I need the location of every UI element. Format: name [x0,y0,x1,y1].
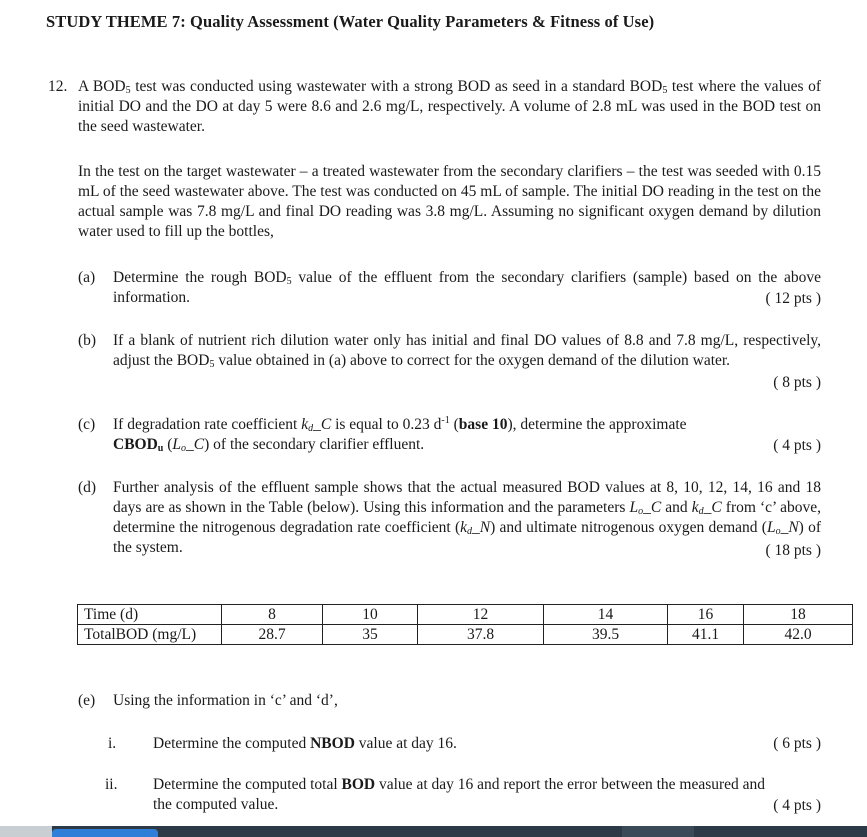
part-c-label: (c) [78,416,96,433]
part-e-i-text: Determine the computed NBOD value at day 16. [153,735,457,752]
part-c-points: ( 4 pts ) [773,437,821,454]
part-a-label: (a) [78,269,96,286]
table-row [78,605,853,625]
table-header-bod: TotalBOD (mg/L) [78,625,222,645]
question-intro-paragraph: A $BOD_5$ test was conducted using wastewater with a strong BOD as seed in a standard $BOD_5$ test where the values of initial DO and the DO at day 5 were 8.6 and 2.6 mg/L, respectively. A volume of 2.8 mL was used in the BOD test on the seed wastewater. [78,78,821,135]
part-e-ii-points: ( 4 pts ) [773,797,821,814]
part-e-label: (e) [78,692,96,709]
part-d-text: Further analysis of the effluent sample shows that the actual measured BOD values at 8, 10, 12, 14, 16 and 18 days are as shown in the Table (below). Using this information and the parameters $L_o\_C$ and $k_d\_C$ from ‘c’ above, determine the nitrogenous degradation rate coefficient $(k_d\_N)$ and ultimate nitrogenous oxygen demand $(L_o\_N)$ of the system. [113,479,821,556]
table-cell: 18 [744,605,853,625]
taskbar-segment[interactable] [622,826,694,837]
part-e-i-label: i. [108,735,117,752]
table-cell: 12 [418,605,544,625]
part-c-text: If degradation rate coefficient $k_d\_C$ is equal to 0.23 $d^{-1}$ (base 10), determine the approximate $CBOD_u$ $(L_o\_C)$ of the secondary clarifier effluent. [113,415,687,454]
part-b-label: (b) [78,332,97,349]
table-row [78,625,853,645]
question-number: 12. [48,78,68,95]
table-cell: 37.8 [418,625,544,645]
table-cell: 10 [323,605,418,625]
part-d-points: ( 18 pts ) [765,542,821,559]
table-cell: 39.5 [544,625,668,645]
table-cell: 35 [323,625,418,645]
table-cell: 14 [544,605,668,625]
part-b-points: ( 8 pts ) [773,374,821,391]
bod-data-table [77,604,853,645]
taskbar-start-area[interactable] [0,826,52,837]
taskbar [0,826,867,837]
part-b-text: If a blank of nutrient rich dilution water only has initial and final DO values of 8.8 and 7.8 mg/L, respectively, adjust the $BOD_5$ value obtained in (a) above to correct for the oxygen demand of the dilution water. [113,332,821,370]
table-header-time: Time (d) [78,605,222,625]
table-cell: 16 [668,605,744,625]
part-a-text: Determine the rough $BOD_5$ value of the effluent from the secondary clarifiers (sample) based on the above information. [113,269,821,306]
part-e-i-points: ( 6 pts ) [773,735,821,752]
table-cell: 28.7 [222,625,323,645]
part-e-ii-label: ii. [105,776,118,793]
part-d-label: (d) [78,479,97,496]
part-e-ii-text: Determine the computed total BOD value at day 16 and report the error between the measured and the computed value. [153,776,766,813]
table-cell: 41.1 [668,625,744,645]
table-cell: 42.0 [744,625,853,645]
part-e-text: Using the information in ‘c’ and ‘d’, [113,692,338,709]
taskbar-app-button[interactable] [52,829,158,837]
table-cell: 8 [222,605,323,625]
study-theme-title: STUDY THEME 7: Quality Assessment (Water Quality Parameters & Fitness of Use) [46,12,655,31]
target-wastewater-paragraph: In the test on the target wastewater – a treated wastewater from the secondary clarifiers – the test was seeded with 0.15 mL of the seed wastewater above. The test was conducted on 45 mL of sample. The initial DO reading in the test on the actual sample was 7.8 mg/L and final DO reading was 3.8 mg/L. Assuming no significant oxygen demand by dilution water used to fill up the bottles, [78,163,821,240]
part-a-points: ( 12 pts ) [765,290,821,307]
